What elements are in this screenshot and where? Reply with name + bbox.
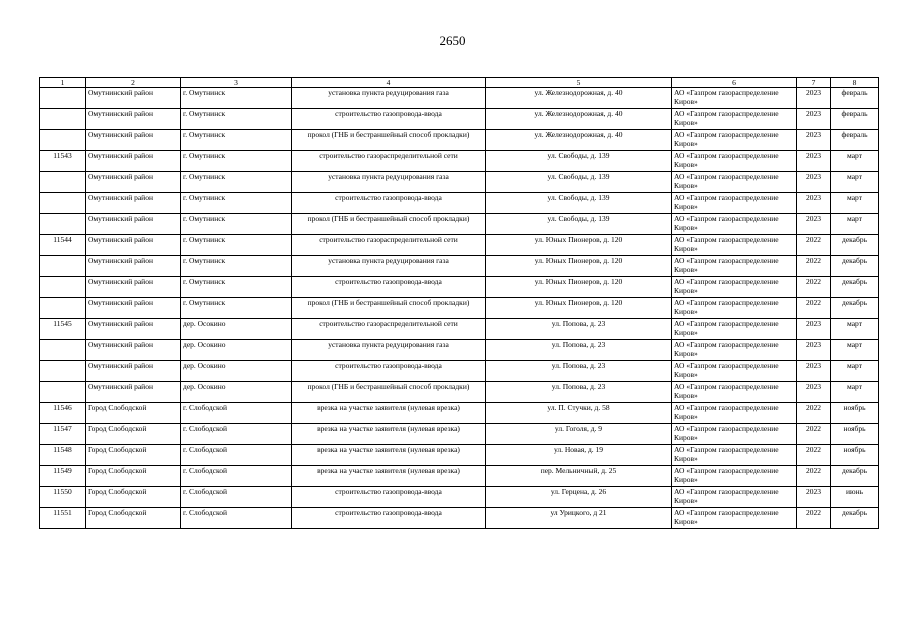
work-type-cell: врезка на участке заявителя (нулевая врезка) (292, 424, 486, 445)
organization-cell: АО «Газпром газораспределение Киров» (672, 382, 797, 403)
year-cell: 2022 (797, 298, 831, 319)
year-cell: 2023 (797, 361, 831, 382)
row-number (40, 340, 86, 361)
district-cell: Город Слободской (86, 445, 181, 466)
work-type-cell: установка пункта редуцирования газа (292, 88, 486, 109)
address-cell: ул. Юных Пионеров, д. 120 (486, 298, 672, 319)
work-type-cell: прокол (ГНБ и бестраншейный способ прокладки) (292, 214, 486, 235)
address-cell: пер. Мельничный, д. 25 (486, 466, 672, 487)
table-row (40, 424, 879, 445)
settlement-cell: г. Омутнинск (181, 298, 292, 319)
month-cell: март (831, 382, 879, 403)
month-cell: ноябрь (831, 424, 879, 445)
table-row (40, 403, 879, 424)
month-cell: декабрь (831, 298, 879, 319)
month-cell: декабрь (831, 277, 879, 298)
district-cell: Омутнинский район (86, 256, 181, 277)
year-cell: 2022 (797, 403, 831, 424)
column-header-7: 7 (797, 78, 831, 88)
row-number: 11550 (40, 487, 86, 508)
year-cell: 2022 (797, 424, 831, 445)
organization-cell: АО «Газпром газораспределение Киров» (672, 88, 797, 109)
row-number (40, 193, 86, 214)
year-cell: 2023 (797, 340, 831, 361)
table-row (40, 298, 879, 319)
address-cell: ул. Юных Пионеров, д. 120 (486, 277, 672, 298)
settlement-cell: дер. Осокино (181, 319, 292, 340)
work-type-cell: строительство газопровода-ввода (292, 508, 486, 529)
month-cell: февраль (831, 130, 879, 151)
work-type-cell: строительство газораспределительной сети (292, 319, 486, 340)
column-header-3: 3 (181, 78, 292, 88)
district-cell: Омутнинский район (86, 214, 181, 235)
district-cell: Омутнинский район (86, 109, 181, 130)
month-cell: март (831, 361, 879, 382)
month-cell: июнь (831, 487, 879, 508)
settlement-cell: г. Омутнинск (181, 277, 292, 298)
table-row (40, 466, 879, 487)
work-type-cell: установка пункта редуцирования газа (292, 340, 486, 361)
year-cell: 2023 (797, 130, 831, 151)
address-cell: ул. Попова, д. 23 (486, 361, 672, 382)
page-number: 2650 (439, 33, 466, 48)
address-cell: ул. Попова, д. 23 (486, 340, 672, 361)
district-cell: Омутнинский район (86, 235, 181, 256)
row-number: 11543 (40, 151, 86, 172)
column-header-1: 1 (40, 78, 86, 88)
year-cell: 2022 (797, 445, 831, 466)
district-cell: Город Слободской (86, 508, 181, 529)
address-cell: ул. Железнодорожная, д. 40 (486, 88, 672, 109)
month-cell: март (831, 214, 879, 235)
table-row (40, 214, 879, 235)
row-number (40, 130, 86, 151)
year-cell: 2023 (797, 151, 831, 172)
work-type-cell: прокол (ГНБ и бестраншейный способ прокладки) (292, 130, 486, 151)
organization-cell: АО «Газпром газораспределение Киров» (672, 109, 797, 130)
table-row (40, 445, 879, 466)
row-number (40, 298, 86, 319)
settlement-cell: дер. Осокино (181, 361, 292, 382)
organization-cell: АО «Газпром газораспределение Киров» (672, 487, 797, 508)
row-number (40, 277, 86, 298)
address-cell: ул. Свободы, д. 139 (486, 214, 672, 235)
organization-cell: АО «Газпром газораспределение Киров» (672, 130, 797, 151)
organization-cell: АО «Газпром газораспределение Киров» (672, 361, 797, 382)
work-type-cell: строительство газопровода-ввода (292, 193, 486, 214)
year-cell: 2022 (797, 508, 831, 529)
row-number: 11548 (40, 445, 86, 466)
table-row (40, 508, 879, 529)
settlement-cell: г. Слободской (181, 445, 292, 466)
table-row (40, 88, 879, 109)
row-number: 11547 (40, 424, 86, 445)
row-number: 11551 (40, 508, 86, 529)
work-type-cell: строительство газораспределительной сети (292, 151, 486, 172)
year-cell: 2023 (797, 382, 831, 403)
month-cell: март (831, 319, 879, 340)
row-number: 11544 (40, 235, 86, 256)
work-type-cell: установка пункта редуцирования газа (292, 172, 486, 193)
row-number (40, 382, 86, 403)
table-row (40, 487, 879, 508)
settlement-cell: г. Слободской (181, 487, 292, 508)
table-body (40, 88, 879, 529)
row-number (40, 109, 86, 130)
organization-cell: АО «Газпром газораспределение Киров» (672, 193, 797, 214)
settlement-cell: г. Омутнинск (181, 151, 292, 172)
settlement-cell: г. Омутнинск (181, 172, 292, 193)
district-cell: Город Слободской (86, 466, 181, 487)
year-cell: 2022 (797, 235, 831, 256)
organization-cell: АО «Газпром газораспределение Киров» (672, 466, 797, 487)
settlement-cell: г. Слободской (181, 466, 292, 487)
work-type-cell: врезка на участке заявителя (нулевая врезка) (292, 466, 486, 487)
settlement-cell: г. Омутнинск (181, 256, 292, 277)
district-cell: Омутнинский район (86, 319, 181, 340)
year-cell: 2023 (797, 214, 831, 235)
table-row (40, 319, 879, 340)
row-number (40, 214, 86, 235)
row-number (40, 361, 86, 382)
table-row (40, 277, 879, 298)
district-cell: Омутнинский район (86, 277, 181, 298)
address-cell: ул. Гоголя, д. 9 (486, 424, 672, 445)
month-cell: декабрь (831, 466, 879, 487)
work-type-cell: строительство газопровода-ввода (292, 361, 486, 382)
year-cell: 2022 (797, 466, 831, 487)
month-cell: декабрь (831, 508, 879, 529)
row-number: 11546 (40, 403, 86, 424)
table-row (40, 256, 879, 277)
settlement-cell: г. Омутнинск (181, 109, 292, 130)
header-row (40, 78, 879, 88)
address-cell: ул. Железнодорожная, д. 40 (486, 109, 672, 130)
year-cell: 2023 (797, 88, 831, 109)
district-cell: Омутнинский район (86, 151, 181, 172)
address-cell: ул. Свободы, д. 139 (486, 172, 672, 193)
month-cell: ноябрь (831, 403, 879, 424)
district-cell: Город Слободской (86, 487, 181, 508)
year-cell: 2023 (797, 487, 831, 508)
column-header-8: 8 (831, 78, 879, 88)
organization-cell: АО «Газпром газораспределение Киров» (672, 445, 797, 466)
row-number (40, 172, 86, 193)
work-type-cell: врезка на участке заявителя (нулевая врезка) (292, 403, 486, 424)
district-cell: Омутнинский район (86, 340, 181, 361)
settlement-cell: г. Омутнинск (181, 235, 292, 256)
district-cell: Омутнинский район (86, 88, 181, 109)
organization-cell: АО «Газпром газораспределение Киров» (672, 403, 797, 424)
row-number: 11549 (40, 466, 86, 487)
settlement-cell: г. Омутнинск (181, 214, 292, 235)
year-cell: 2023 (797, 193, 831, 214)
address-cell: ул. Свободы, д. 139 (486, 151, 672, 172)
table-row (40, 109, 879, 130)
address-cell: ул. Герцена, д. 26 (486, 487, 672, 508)
table-row (40, 235, 879, 256)
work-type-cell: строительство газораспределительной сети (292, 235, 486, 256)
organization-cell: АО «Газпром газораспределение Киров» (672, 151, 797, 172)
column-header-5: 5 (486, 78, 672, 88)
district-cell: Омутнинский район (86, 382, 181, 403)
year-cell: 2023 (797, 109, 831, 130)
column-header-4: 4 (292, 78, 486, 88)
row-number (40, 88, 86, 109)
district-cell: Омутнинский район (86, 361, 181, 382)
year-cell: 2023 (797, 172, 831, 193)
address-cell: ул. Юных Пионеров, д. 120 (486, 256, 672, 277)
organization-cell: АО «Газпром газораспределение Киров» (672, 172, 797, 193)
month-cell: февраль (831, 88, 879, 109)
month-cell: март (831, 151, 879, 172)
organization-cell: АО «Газпром газораспределение Киров» (672, 424, 797, 445)
organization-cell: АО «Газпром газораспределение Киров» (672, 277, 797, 298)
address-cell: ул. Юных Пионеров, д. 120 (486, 235, 672, 256)
table-row (40, 193, 879, 214)
settlement-cell: г. Омутнинск (181, 130, 292, 151)
address-cell: ул. Новая, д. 19 (486, 445, 672, 466)
organization-cell: АО «Газпром газораспределение Киров» (672, 340, 797, 361)
table-row (40, 172, 879, 193)
work-type-cell: строительство газопровода-ввода (292, 109, 486, 130)
register-table (39, 77, 879, 529)
work-type-cell: установка пункта редуцирования газа (292, 256, 486, 277)
table-row (40, 361, 879, 382)
organization-cell: АО «Газпром газораспределение Киров» (672, 214, 797, 235)
organization-cell: АО «Газпром газораспределение Киров» (672, 298, 797, 319)
organization-cell: АО «Газпром газораспределение Киров» (672, 508, 797, 529)
settlement-cell: г. Омутнинск (181, 88, 292, 109)
address-cell: ул. Железнодорожная, д. 40 (486, 130, 672, 151)
organization-cell: АО «Газпром газораспределение Киров» (672, 319, 797, 340)
work-type-cell: прокол (ГНБ и бестраншейный способ прокладки) (292, 382, 486, 403)
address-cell: ул. Попова, д. 23 (486, 319, 672, 340)
year-cell: 2023 (797, 319, 831, 340)
work-type-cell: строительство газопровода-ввода (292, 277, 486, 298)
settlement-cell: г. Слободской (181, 403, 292, 424)
table-row (40, 382, 879, 403)
organization-cell: АО «Газпром газораспределение Киров» (672, 235, 797, 256)
month-cell: ноябрь (831, 445, 879, 466)
year-cell: 2022 (797, 277, 831, 298)
table-row (40, 151, 879, 172)
month-cell: март (831, 340, 879, 361)
district-cell: Город Слободской (86, 424, 181, 445)
organization-cell: АО «Газпром газораспределение Киров» (672, 256, 797, 277)
row-number: 11545 (40, 319, 86, 340)
month-cell: март (831, 172, 879, 193)
district-cell: Омутнинский район (86, 172, 181, 193)
column-header-2: 2 (86, 78, 181, 88)
settlement-cell: г. Омутнинск (181, 193, 292, 214)
settlement-cell: дер. Осокино (181, 340, 292, 361)
column-header-6: 6 (672, 78, 797, 88)
district-cell: Омутнинский район (86, 193, 181, 214)
address-cell: ул. П. Стучки, д. 58 (486, 403, 672, 424)
settlement-cell: г. Слободской (181, 424, 292, 445)
month-cell: декабрь (831, 235, 879, 256)
work-type-cell: врезка на участке заявителя (нулевая врезка) (292, 445, 486, 466)
table-row (40, 130, 879, 151)
month-cell: март (831, 193, 879, 214)
month-cell: декабрь (831, 256, 879, 277)
district-cell: Город Слободской (86, 403, 181, 424)
work-type-cell: прокол (ГНБ и бестраншейный способ прокладки) (292, 298, 486, 319)
row-number (40, 256, 86, 277)
settlement-cell: г. Слободской (181, 508, 292, 529)
month-cell: февраль (831, 109, 879, 130)
settlement-cell: дер. Осокино (181, 382, 292, 403)
district-cell: Омутнинский район (86, 298, 181, 319)
address-cell: ул. Попова, д. 23 (486, 382, 672, 403)
district-cell: Омутнинский район (86, 130, 181, 151)
address-cell: ул. Свободы, д. 139 (486, 193, 672, 214)
year-cell: 2022 (797, 256, 831, 277)
work-type-cell: строительство газопровода-ввода (292, 487, 486, 508)
address-cell: ул Урицкого, д 21 (486, 508, 672, 529)
table-row (40, 340, 879, 361)
